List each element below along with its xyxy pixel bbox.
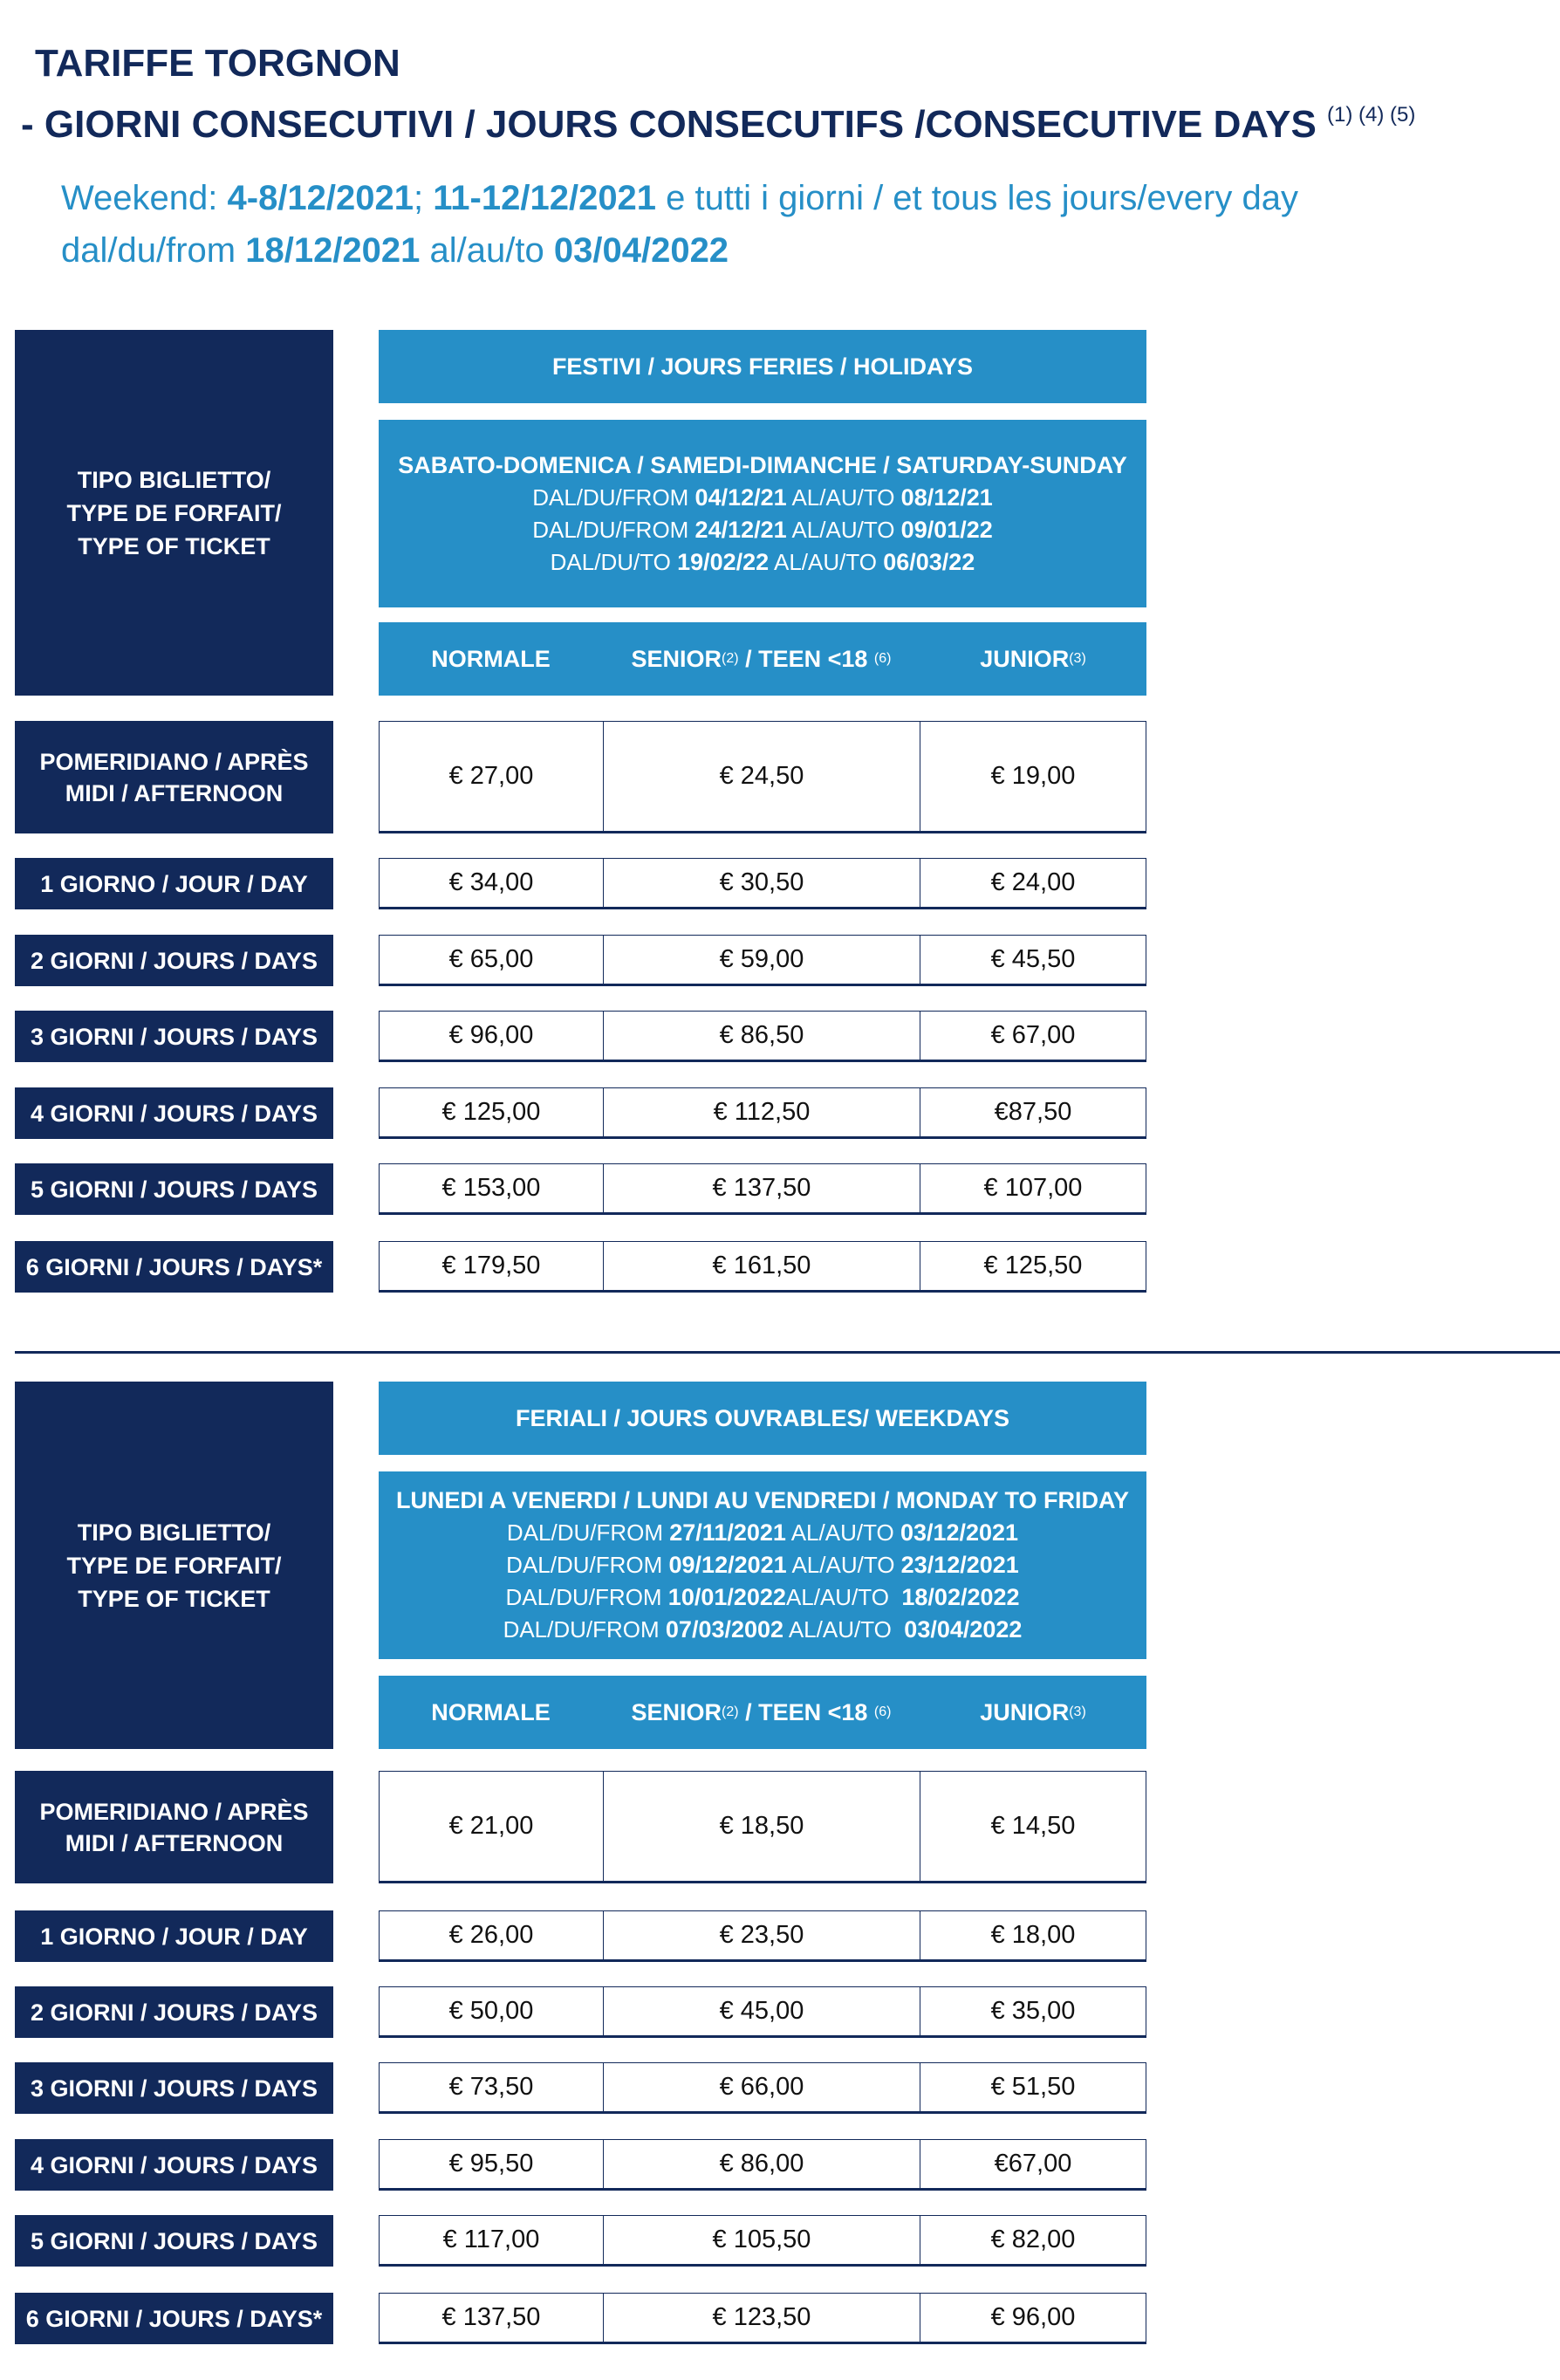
- price-cell: € 45,00: [603, 1986, 920, 2038]
- date-to: 08/12/21: [900, 484, 993, 511]
- date-to: 06/03/22: [883, 548, 975, 575]
- column-header-senior: [603, 1676, 920, 1749]
- subtitle-footnotes: (1) (4) (5): [1327, 103, 1416, 127]
- row-label-line: 2 GIORNI / JOURS / DAYS: [30, 1999, 318, 2026]
- price-cell: € 125,50: [920, 1241, 1146, 1293]
- price-cell: € 125,00: [379, 1087, 604, 1139]
- row-label: [15, 1986, 333, 2038]
- date-from-label: DAL/DU/FROM: [506, 1552, 669, 1578]
- price-cell: € 66,00: [603, 2062, 920, 2114]
- column-footnote: (6): [873, 651, 892, 666]
- section-divider: [15, 1351, 1560, 1354]
- ticket-type-header-line: TYPE DE FORFAIT/: [66, 1552, 282, 1579]
- row-label: [15, 1910, 333, 1962]
- date-to: 09/01/22: [900, 516, 993, 543]
- price-cell: € 14,50: [920, 1771, 1146, 1883]
- price-cell: € 117,00: [379, 2215, 604, 2267]
- date-range: [532, 482, 993, 514]
- date-from: 04/12/21: [694, 484, 787, 511]
- column-label: / TEEN <18: [738, 645, 874, 672]
- row-label-line: 4 GIORNI / JOURS / DAYS: [30, 2151, 318, 2178]
- row-label-line: 6 GIORNI / JOURS / DAYS*: [25, 2305, 323, 2332]
- price-cell: € 96,00: [379, 1011, 604, 1062]
- date-range: [503, 1614, 1023, 1646]
- row-label: [15, 721, 333, 833]
- subtitle-prefix: -: [21, 103, 44, 146]
- row-label: [15, 858, 333, 909]
- date-to-label: AL/AU/TO: [785, 1519, 900, 1546]
- date-to-label: AL/AU/TO: [786, 484, 901, 511]
- price-cell: € 65,00: [379, 935, 604, 986]
- ticket-type-header-line: TIPO BIGLIETTO/: [77, 1519, 271, 1546]
- price-cell: € 18,50: [603, 1771, 920, 1883]
- date-from-label: DAL/DU/FROM: [532, 516, 695, 543]
- row-label: [15, 1241, 333, 1293]
- date-to: 23/12/2021: [900, 1552, 1019, 1578]
- price-cell: € 34,00: [379, 858, 604, 909]
- row-label-line: 2 GIORNI / JOURS / DAYS: [30, 947, 318, 974]
- row-label-line: 1 GIORNO / JOUR / DAY: [40, 1923, 308, 1950]
- column-footnote: (6): [873, 1704, 892, 1719]
- period-band-title: FERIALI / JOURS OUVRABLES/ WEEKDAYS: [379, 1382, 1146, 1455]
- price-cell: € 73,50: [379, 2062, 604, 2114]
- price-cell: € 24,50: [603, 721, 920, 833]
- price-cell: € 18,00: [920, 1910, 1146, 1962]
- column-footnote: (3): [1069, 1704, 1086, 1719]
- period-text: al/au/to: [420, 231, 554, 270]
- validity-dates-box: [379, 1471, 1146, 1659]
- price-cell: € 96,00: [920, 2293, 1146, 2344]
- date-range: [532, 514, 993, 546]
- column-footnote: (2): [722, 651, 739, 666]
- date-to: 03/04/2022: [904, 1616, 1023, 1643]
- period-date: 03/04/2022: [553, 231, 729, 270]
- date-to: 18/02/2022: [901, 1584, 1020, 1610]
- period-text: e tutti i giorni / et tous les jours/every day: [656, 179, 1298, 217]
- column-header-senior: [603, 622, 920, 696]
- column-header-normale: [379, 1676, 604, 1749]
- ticket-type-header-line: TYPE OF TICKET: [78, 1585, 270, 1612]
- price-cell: € 86,00: [603, 2139, 920, 2191]
- date-to-label: AL/AU/TO: [769, 548, 884, 575]
- date-from-label: DAL/DU/TO: [550, 548, 678, 575]
- price-cell: € 82,00: [920, 2215, 1146, 2267]
- price-cell: € 107,00: [920, 1163, 1146, 1215]
- ticket-type-header: [15, 1382, 333, 1749]
- column-label: NORMALE: [431, 645, 551, 672]
- row-label-line: 3 GIORNI / JOURS / DAYS: [30, 1023, 318, 1050]
- price-cell: € 19,00: [920, 721, 1146, 833]
- price-cell: € 59,00: [603, 935, 920, 986]
- price-cell: € 95,50: [379, 2139, 604, 2191]
- date-to-label: AL/AU/TO: [786, 516, 901, 543]
- ticket-type-header-line: TIPO BIGLIETTO/: [77, 466, 271, 493]
- price-cell: € 26,00: [379, 1910, 604, 1962]
- date-to-label: AL/AU/TO: [786, 1552, 901, 1578]
- date-range: [506, 1549, 1019, 1581]
- column-label: / TEEN <18: [738, 1698, 874, 1725]
- row-label-line: 4 GIORNI / JOURS / DAYS: [30, 1100, 318, 1127]
- price-cell: € 105,50: [603, 2215, 920, 2267]
- price-cell: € 51,50: [920, 2062, 1146, 2114]
- price-cell: € 45,50: [920, 935, 1146, 986]
- row-label-line: POMERIDIANO / APRÈS: [39, 1798, 309, 1825]
- date-from-label: DAL/DU/FROM: [505, 1584, 668, 1610]
- page-title: TARIFFE TORGNON: [35, 42, 400, 85]
- date-from-label: DAL/DU/FROM: [503, 1616, 666, 1643]
- validity-dates-box: [379, 420, 1146, 607]
- date-range: [507, 1517, 1018, 1549]
- price-cell: € 137,50: [603, 1163, 920, 1215]
- price-cell: € 86,50: [603, 1011, 920, 1062]
- price-cell: € 137,50: [379, 2293, 604, 2344]
- column-label: JUNIOR: [980, 645, 1070, 672]
- row-label: [15, 935, 333, 986]
- date-to-label: AL/AU/TO: [785, 1584, 902, 1610]
- date-from: 07/03/2002: [665, 1616, 784, 1643]
- row-label: [15, 2293, 333, 2344]
- price-cell: € 112,50: [603, 1087, 920, 1139]
- column-header-normale: [379, 622, 604, 696]
- date-from: 09/12/2021: [668, 1552, 787, 1578]
- price-cell: € 179,50: [379, 1241, 604, 1293]
- column-header-junior: [920, 622, 1146, 696]
- subtitle-text: GIORNI CONSECUTIVI / JOURS CONSECUTIFS /CONSECUTIVE DAYS: [44, 103, 1317, 146]
- period-text: dal/du/from: [61, 231, 246, 270]
- ticket-type-header-line: TYPE OF TICKET: [78, 532, 270, 559]
- column-header-junior: [920, 1676, 1146, 1749]
- row-label: [15, 2062, 333, 2114]
- row-label-line: MIDI / AFTERNOON: [65, 779, 284, 806]
- date-to: 03/12/2021: [900, 1519, 1019, 1546]
- row-label: [15, 1011, 333, 1062]
- row-label-line: POMERIDIANO / APRÈS: [39, 748, 309, 775]
- days-title: SABATO-DOMENICA / SAMEDI-DIMANCHE / SATURDAY-SUNDAY: [398, 451, 1127, 478]
- price-cell: €87,50: [920, 1087, 1146, 1139]
- price-cell: € 50,00: [379, 1986, 604, 2038]
- row-label-line: 5 GIORNI / JOURS / DAYS: [30, 2227, 318, 2254]
- price-cell: € 35,00: [920, 1986, 1146, 2038]
- row-label-line: 1 GIORNO / JOUR / DAY: [40, 870, 308, 897]
- column-label: NORMALE: [431, 1698, 551, 1725]
- date-range: [551, 546, 975, 579]
- page-subtitle: [21, 103, 1415, 147]
- row-label-line: 5 GIORNI / JOURS / DAYS: [30, 1176, 318, 1203]
- date-to-label: AL/AU/TO: [783, 1616, 905, 1643]
- period-text: Weekend:: [61, 179, 228, 217]
- price-cell: € 123,50: [603, 2293, 920, 2344]
- days-title: LUNEDI A VENERDI / LUNDI AU VENDREDI / MONDAY TO FRIDAY: [395, 1487, 1130, 1513]
- validity-period-line-2: [61, 231, 729, 271]
- row-label: [15, 1163, 333, 1215]
- price-cell: € 24,00: [920, 858, 1146, 909]
- date-from: 27/11/2021: [669, 1519, 786, 1546]
- ticket-type-header: [15, 330, 333, 696]
- price-cell: € 153,00: [379, 1163, 604, 1215]
- column-footnote: (3): [1069, 651, 1086, 666]
- date-from: 10/01/2022: [667, 1584, 786, 1610]
- price-cell: € 23,50: [603, 1910, 920, 1962]
- price-cell: €67,00: [920, 2139, 1146, 2191]
- date-from: 19/02/22: [677, 548, 770, 575]
- row-label: [15, 2139, 333, 2191]
- date-range: [505, 1581, 1019, 1614]
- period-date: 11-12/12/2021: [433, 179, 657, 217]
- row-label-line: 6 GIORNI / JOURS / DAYS*: [25, 1253, 323, 1280]
- date-from-label: DAL/DU/FROM: [532, 484, 695, 511]
- price-cell: € 21,00: [379, 1771, 604, 1883]
- row-label: [15, 1771, 333, 1883]
- date-from: 24/12/21: [694, 516, 787, 543]
- column-footnote: (2): [722, 1704, 739, 1719]
- row-label: [15, 1087, 333, 1139]
- column-label: JUNIOR: [980, 1698, 1070, 1725]
- row-label-line: 3 GIORNI / JOURS / DAYS: [30, 2075, 318, 2102]
- row-label-line: MIDI / AFTERNOON: [65, 1829, 284, 1856]
- price-cell: € 161,50: [603, 1241, 920, 1293]
- period-band-title: FESTIVI / JOURS FERIES / HOLIDAYS: [379, 330, 1146, 403]
- price-cell: € 30,50: [603, 858, 920, 909]
- column-label: SENIOR: [631, 645, 722, 672]
- validity-period-line-1: [61, 179, 1298, 218]
- period-date: 18/12/2021: [245, 231, 421, 270]
- price-cell: € 27,00: [379, 721, 604, 833]
- price-cell: € 67,00: [920, 1011, 1146, 1062]
- ticket-type-header-line: TYPE DE FORFAIT/: [66, 499, 282, 526]
- date-from-label: DAL/DU/FROM: [506, 1519, 670, 1546]
- period-date: 4-8/12/2021: [227, 179, 414, 217]
- row-label: [15, 2215, 333, 2267]
- period-text: ;: [414, 179, 434, 217]
- column-label: SENIOR: [631, 1698, 722, 1725]
